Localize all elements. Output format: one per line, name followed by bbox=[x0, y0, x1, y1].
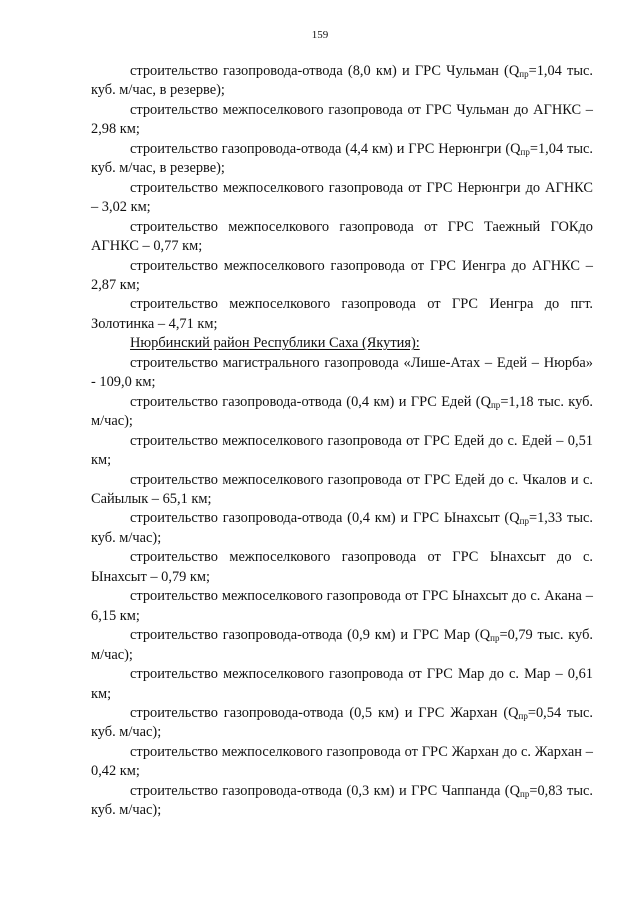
list-item: строительство газопровода-отвода (0,3 км) и ГРС Чаппанда ($Q_{пр}=0,83$ тыс. куб. м/час); bbox=[91, 782, 594, 819]
section-heading: Нюрбинский район Республики Саха (Якутия): bbox=[130, 335, 420, 352]
list-item: строительство газопровода-отвода (0,5 км) и ГРС Жархан ($Q_{пр}=0,54$ тыс. куб. м/час); bbox=[91, 704, 593, 741]
list-item: строительство межпоселкового газопровода от ГРС Иенгра до пгт. Золотинка – 4,71 км; bbox=[91, 296, 593, 332]
list-item: строительство газопровода-отвода (4,4 км) и ГРС Нерюнгри ($Q_{пр}=1,04$ тыс. куб. м/час, в резерве); bbox=[91, 140, 593, 177]
list-item: строительство газопровода-отвода (8,0 км) и ГРС Чульман ($Q_{пр}=1,04$ тыс. куб. м/час, в резерве); bbox=[91, 63, 593, 99]
list-item: строительство газопровода-отвода (0,9 км) и ГРС Мар ($Q_{пр}=0,79$ тыс. куб. м/час); bbox=[91, 627, 593, 663]
list-item: строительство межпоселкового газопровода от ГРС Ынахсыт до с. Ынахсыт – 0,79 км; bbox=[91, 549, 593, 585]
list-item: строительство газопровода-отвода (0,4 км) и ГРС Ынахсыт ($Q_{пр}=1,33$ тыс. куб. м/час); bbox=[91, 510, 593, 546]
list-item: строительство межпоселкового газопровода от ГРС Жархан до с. Жархан – 0,42 км; bbox=[91, 743, 593, 780]
list-item: строительство межпоселкового газопровода от ГРС Едей до с. Едей – 0,51 км; bbox=[91, 432, 593, 469]
list-item: строительство магистрального газопровода «Лише-Атах – Едей – Нюрба» - 109,0 км; bbox=[91, 354, 593, 391]
list-item: строительство межпоселкового газопровода от ГРС Чульман до АГНКС – 2,98 км; bbox=[91, 101, 593, 138]
list-item: строительство межпоселкового газопровода от ГРС Ынахсыт до с. Акана – 6,15 км; bbox=[91, 588, 593, 624]
page-number: 159 bbox=[311, 29, 329, 41]
list-item: строительство межпоселкового газопровода от ГРС Мар до с. Мар – 0,61 км; bbox=[91, 666, 593, 702]
list-item: строительство межпоселкового газопровода от ГРС Нерюнгри до АГНКС – 3,02 км; bbox=[91, 179, 593, 216]
list-item: строительство межпоселкового газопровода от ГРС Иенгра до АГНКС – 2,87 км; bbox=[91, 257, 593, 293]
list-item: строительство межпоселкового газопровода от ГРС Едей до с. Чкалов и с. Сайылык – 65,1 км; bbox=[91, 471, 593, 507]
document-body bbox=[91, 62, 593, 821]
list-item: строительство газопровода-отвода (0,4 км) и ГРС Едей ($Q_{пр}=1,18$ тыс. куб. м/час); bbox=[91, 393, 593, 430]
list-item: строительство межпоселкового газопровода от ГРС Таежный ГОКдо АГНКС – 0,77 км; bbox=[91, 218, 593, 255]
